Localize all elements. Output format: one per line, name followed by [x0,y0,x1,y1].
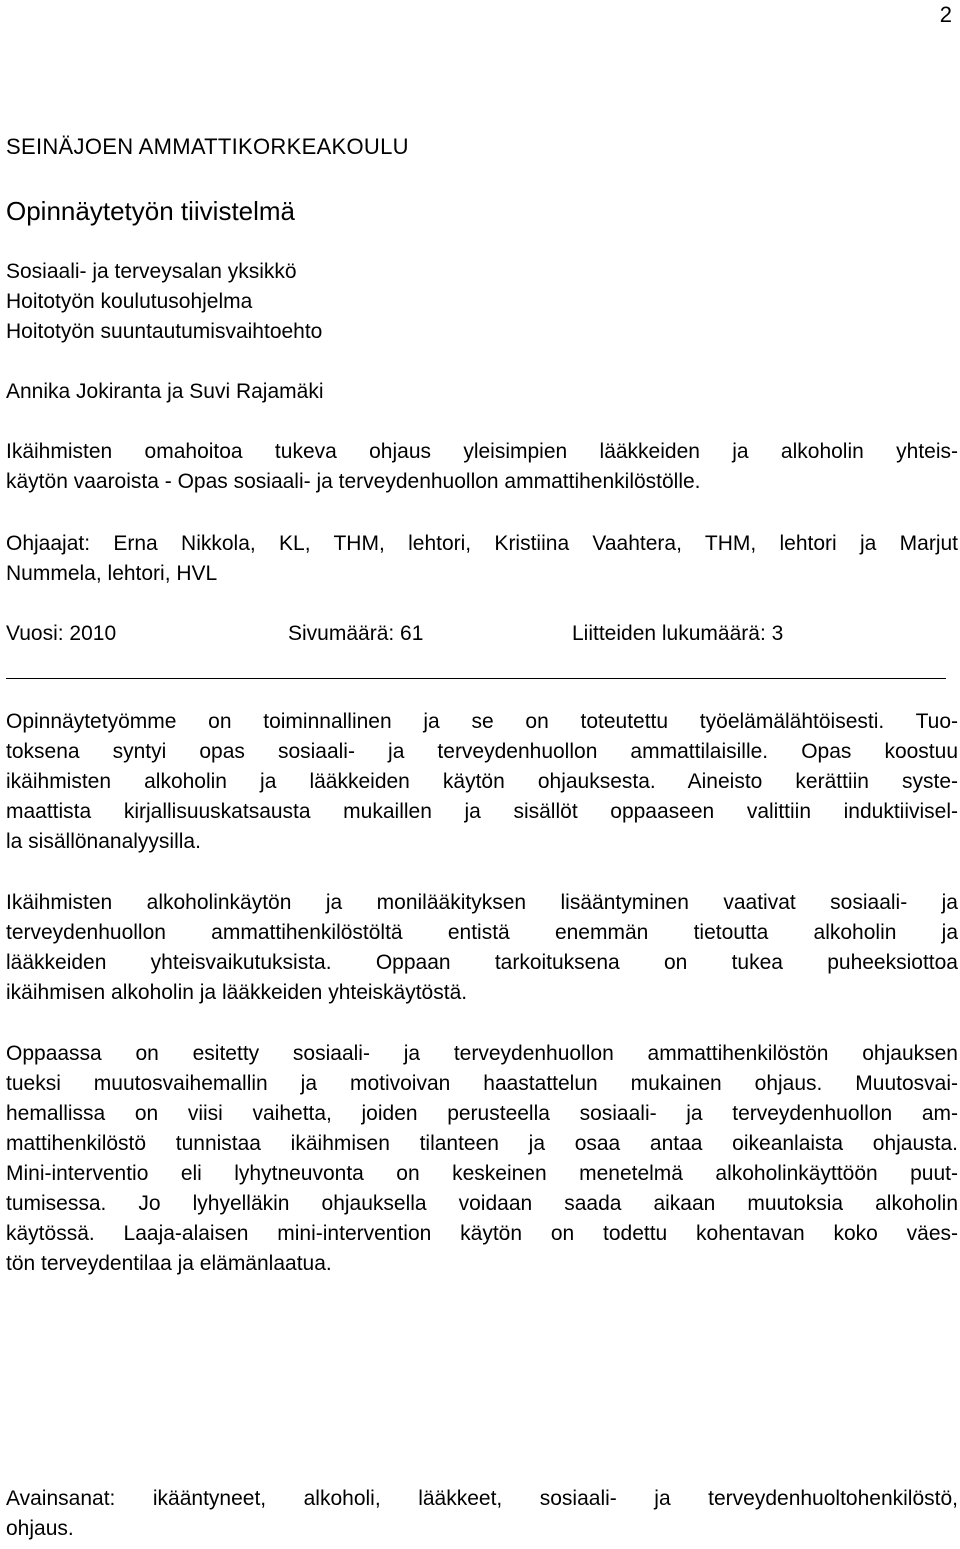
appendix-count: Liitteiden lukumäärä: 3 [572,622,784,645]
abstract-line: käytössä. Laaja-alaisen mini-intervention käytön on todettu kohentavan koko väes- [6,1222,958,1245]
keywords-line: Avainsanat: ikääntyneet, alkoholi, lääkkeet, sosiaali- ja terveydenhuoltohenkilöstö, [6,1487,958,1510]
page-number: 2 [939,2,952,27]
abstract-line: maattista kirjallisuuskatsausta mukaillen ja sisällöt oppaaseen valittiin induktiivisel- [6,800,958,823]
supervisors-line: Nummela, lehtori, HVL [6,562,218,585]
abstract-line: la sisällönanalyysilla. [6,830,201,853]
divider-line [6,678,946,679]
school-name: SEINÄJOEN AMMATTIKORKEAKOULU [6,134,409,159]
thesis-title-line: käytön vaaroista - Opas sosiaali- ja terveydenhuollon ammattihenkilöstölle. [6,470,701,493]
abstract-line: lääkkeiden yhteisvaikutuksista. Oppaan tarkoituksena on tukea puheeksiottoa [6,951,958,974]
abstract-line: tumisessa. Jo lyhyelläkin ohjauksella voidaan saada aikaan muutoksia alkoholin [6,1192,958,1215]
unit-line: Sosiaali- ja terveysalan yksikkö [6,260,297,283]
abstract-line: Opinnäytetyömme on toiminnallinen ja se on toteutettu työelämälähtöisesti. Tuo- [6,710,958,733]
abstract-line: Mini-interventio eli lyhytneuvonta on keskeinen menetelmä alkoholinkäyttöön puut- [6,1162,958,1185]
abstract-paragraph-2 [6,888,958,1008]
program-line: Hoitotyön koulutusohjelma [6,290,253,313]
page-count: Sivumäärä: 61 [288,622,424,645]
abstract-line: tön terveydentilaa ja elämänlaatua. [6,1252,332,1275]
abstract-line: Oppaassa on esitetty sosiaali- ja terveydenhuollon ammattihenkilöstön ohjauksen [6,1042,958,1065]
supervisors [6,529,958,589]
supervisors-line: Ohjaajat: Erna Nikkola, KL, THM, lehtori, Kristiina Vaahtera, THM, lehtori ja Marjut [6,532,958,555]
specialization-line: Hoitotyön suuntautumisvaihtoehto [6,320,323,343]
abstract-line: Ikäihmisten alkoholinkäytön ja monilääkityksen lisääntyminen vaativat sosiaali- ja [6,891,958,914]
abstract-line: ikäihmisen alkoholin ja lääkkeiden yhteiskäytöstä. [6,981,468,1004]
abstract-line: toksena syntyi opas sosiaali- ja terveydenhuollon ammattilaisille. Opas koostuu [6,740,958,763]
abstract-line: tueksi muutosvaihemallin ja motivoivan haastattelun mukainen ohjaus. Muutosvai- [6,1072,958,1095]
abstract-line: terveydenhuollon ammattihenkilöstöltä entistä enemmän tietoutta alkoholin ja [6,921,958,944]
authors: Annika Jokiranta ja Suvi Rajamäki [6,380,324,403]
abstract-paragraph-3 [6,1039,958,1279]
keywords [6,1484,958,1544]
abstract-line: ikäihmisten alkoholin ja lääkkeiden käytön ohjauksesta. Aineisto kerättiin syste- [6,770,958,793]
abstract-line: hemallissa on viisi vaihetta, joiden perusteella sosiaali- ja terveydenhuollon am- [6,1102,958,1125]
thesis-title [6,437,958,497]
abstract-paragraph-1 [6,707,958,857]
thesis-title-line: Ikäihmisten omahoitoa tukeva ohjaus yleisimpien lääkkeiden ja alkoholin yhteis- [6,440,958,463]
keywords-line: ohjaus. [6,1517,74,1540]
document-title: Opinnäytetyön tiivistelmä [6,196,296,226]
abstract-line: mattihenkilöstö tunnistaa ikäihmisen tilanteen ja osaa antaa oikeanlaista ohjausta. [6,1132,958,1155]
year: Vuosi: 2010 [6,622,117,645]
